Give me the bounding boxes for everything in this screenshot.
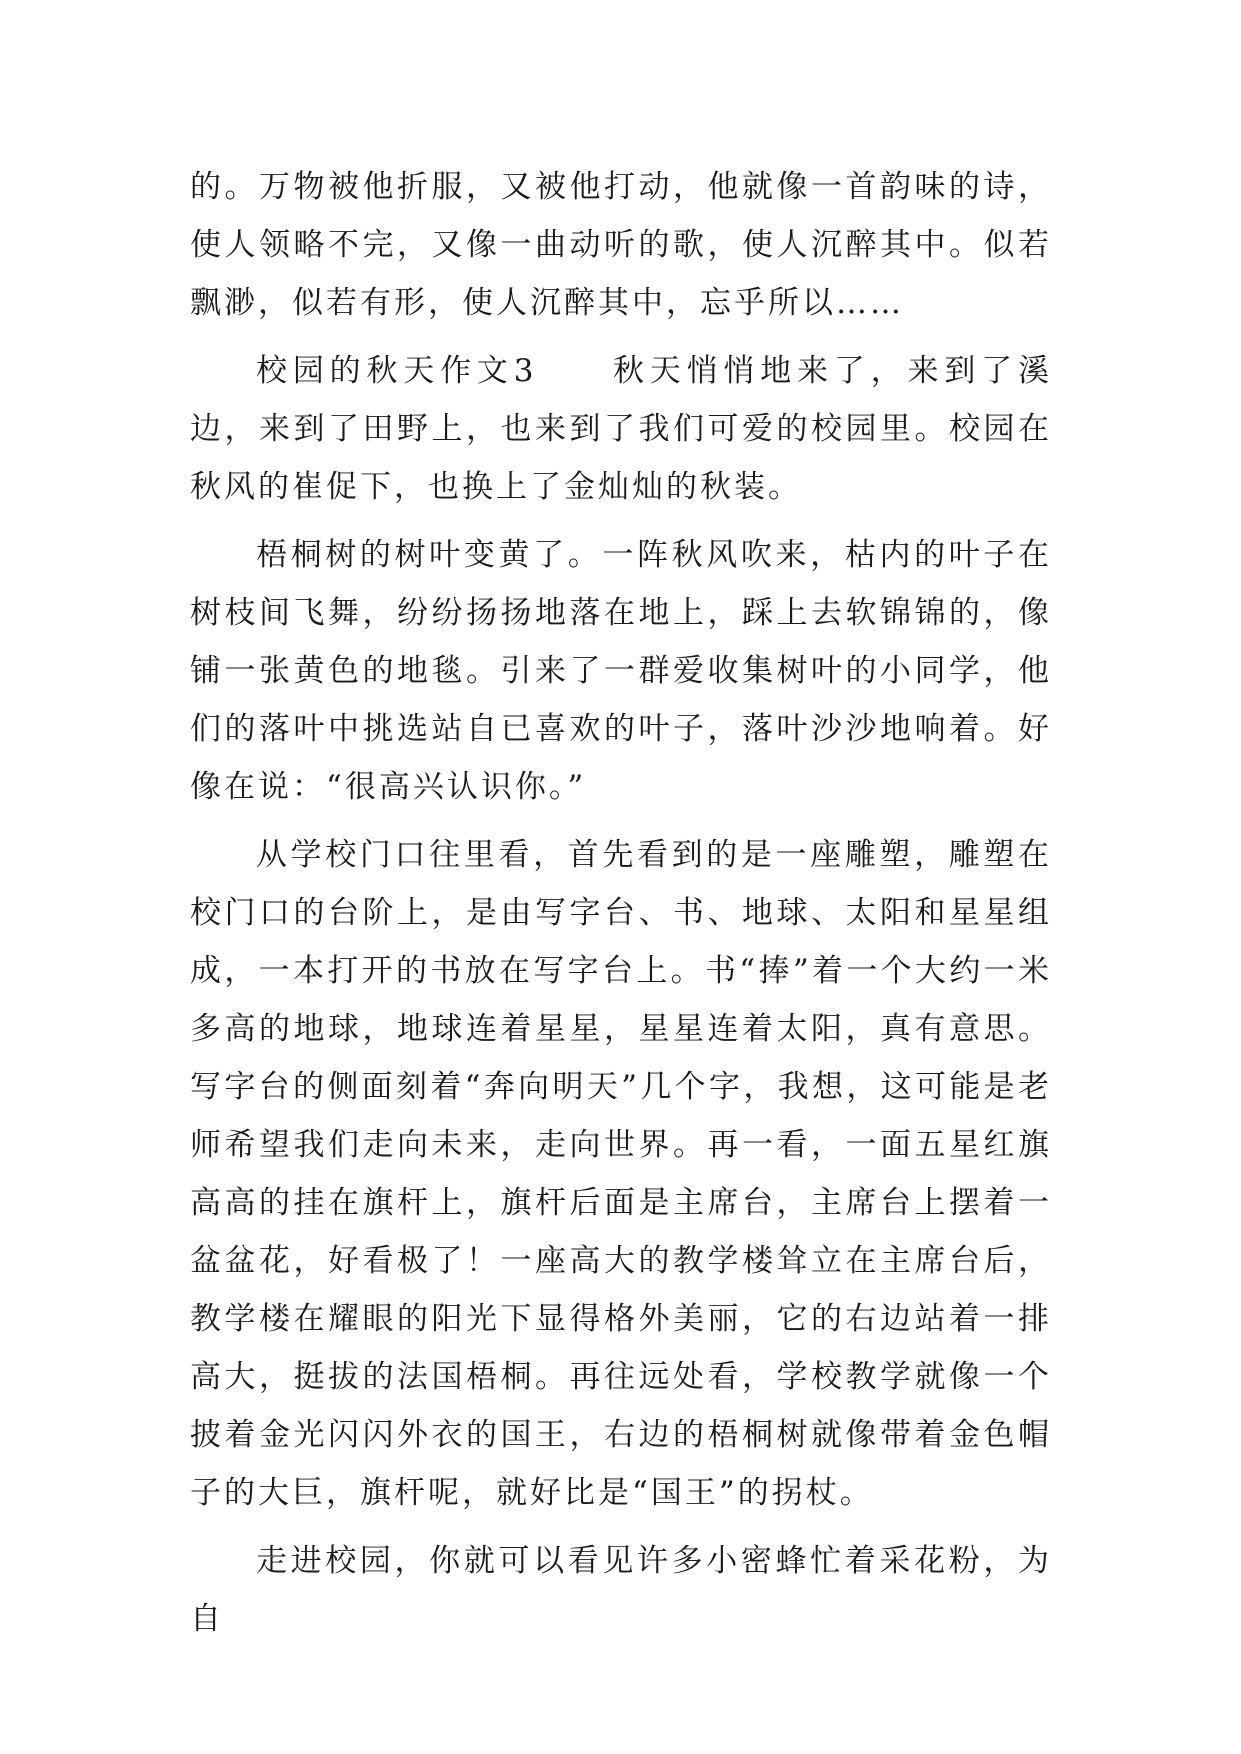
document-page bbox=[190, 158, 1052, 1658]
paragraph-4: 从学校门口往里看，首先看到的是一座雕塑，雕塑在校门口的台阶上，是由写字台、书、地球、太阳和星星组成，一本打开的书放在写字台上。书“捧”着一个大约一米多高的地球，地球连着星星，星星连着太阳，真有意思。写字台的侧面刻着“奔向明天”几个字，我想，这可能是老师希望我们走向未来，走向世界。再一看，一面五星红旗高高的挂在旗杆上，旗杆后面是主席台，主席台上摆着一盆盆花，好看极了！一座高大的教学楼耸立在主席台后，教学楼在耀眼的阳光下显得格外美丽，它的右边站着一排高大，挺拔的法国梧桐。再往远处看，学校教学就像一个披着金光闪闪外衣的国王，右边的梧桐树就像带着金色帽子的大巨，旗杆呢，就好比是“国王”的拐杖。 bbox=[190, 837, 1052, 1511]
paragraph-2: 校园的秋天作文3 秋天悄悄地来了，来到了溪边，来到了田野上，也来到了我们可爱的校园里。校园在秋风的崔促下，也换上了金灿灿的秋装。 bbox=[190, 353, 1052, 505]
paragraph-1: 的。万物被他折服，又被他打动，他就像一首韵味的诗，使人领略不完，又像一曲动听的歌，使人沉醉其中。似若飘渺，似若有形，使人沉醉其中，忘乎所以…… bbox=[190, 169, 1052, 321]
paragraph-5: 走进校园，你就可以看见许多小密蜂忙着采花粉，为自 bbox=[190, 1543, 1052, 1637]
paragraph-3: 梧桐树的树叶变黄了。一阵秋风吹来，枯内的叶子在树枝间飞舞，纷纷扬扬地落在地上，踩上去软锦锦的，像铺一张黄色的地毯。引来了一群爱收集树叶的小同学，他们的落叶中挑选站自已喜欢的叶子，落叶沙沙地响着。好像在说：“很高兴认识你。” bbox=[190, 537, 1052, 805]
